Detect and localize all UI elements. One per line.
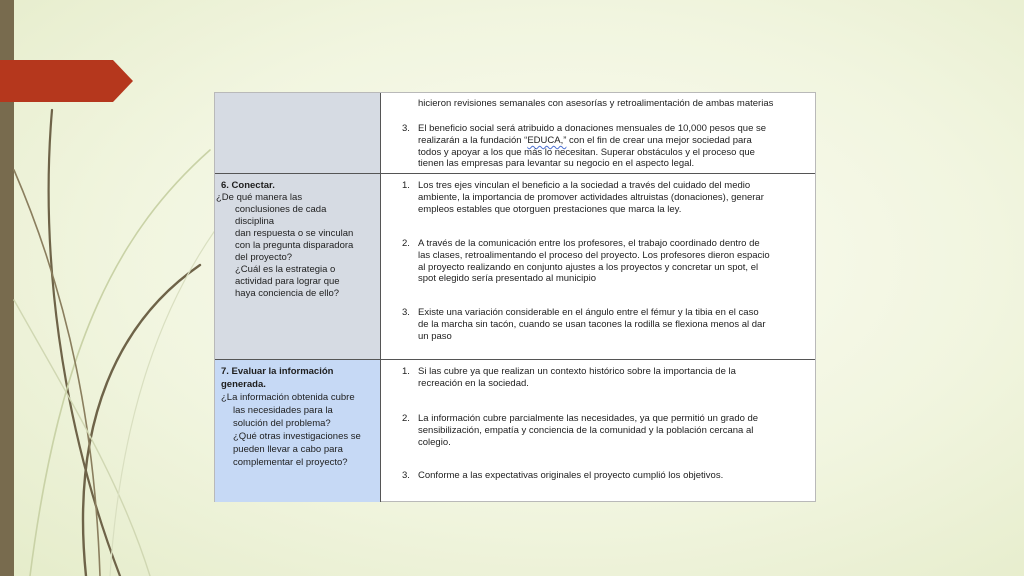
question-text: ¿Qué otras investigaciones se: [233, 431, 361, 442]
question-text: ¿La información obtenida cubre: [221, 392, 355, 403]
list-item-line: El beneficio social será atribuido a donaciones mensuales de 10,000 pesos que se: [418, 123, 767, 134]
list-number: 3.: [402, 307, 410, 318]
list-item-line: A través de la comunicación entre los profesores, el trabajo coordinado dentro de: [418, 238, 760, 249]
table-row: [215, 359, 815, 502]
row-content-cell: [382, 360, 815, 502]
list-item-line: La información cubre parcialmente las necesidades, ya que permitió un grado de: [418, 413, 759, 424]
list-item-line: realizarán a la fundación “EDUCA,” con el fin de crear una mejor sociedad para: [418, 134, 752, 146]
table-row: [215, 173, 815, 360]
question-text: las necesidades para la: [233, 405, 333, 416]
list-item-line: colegio.: [418, 436, 451, 448]
question-text: disciplina: [235, 216, 275, 227]
list-number: 1.: [402, 366, 410, 377]
question-text: del proyecto?: [235, 252, 293, 263]
list-item: [418, 180, 808, 215]
question-text: complementar el proyecto?: [233, 457, 348, 468]
question-text: pueden llevar a cabo para: [233, 444, 343, 455]
question-text: con la pregunta disparadora: [235, 240, 354, 251]
question-text: solución del problema?: [233, 418, 331, 429]
list-item: [418, 470, 808, 482]
question-text: actividad para lograr que: [235, 276, 340, 287]
list-number: 2.: [402, 238, 410, 249]
list-item-line: un paso: [418, 330, 452, 342]
section-title: generada.: [221, 379, 266, 390]
list-item-line: todos y apoyar a los que más lo necesitan. Superar obstáculos y el proceso que: [418, 146, 755, 158]
list-item: [418, 123, 808, 170]
list-item: [418, 413, 808, 448]
list-item-line: recreación en la sociedad.: [418, 377, 529, 389]
spell-flagged-word: EDUCA,”: [527, 134, 567, 146]
list-number: 2.: [402, 413, 410, 424]
list-item-line: Existe una variación considerable en el ángulo entre el fémur y la tibia en el caso: [418, 307, 759, 318]
question-text: conclusiones de cada: [235, 204, 327, 215]
list-item-line: al proyecto realizando en conjunto ajustes a los proyectos y concretar un spot, el: [418, 261, 759, 273]
list-item-line: sensibilización, empatía y conciencia de la comunidad y la población cercana al: [418, 424, 754, 436]
row-label-cell: [215, 360, 381, 502]
section-title: 6. Conectar.: [221, 180, 275, 191]
list-item-line: Si las cubre ya que realizan un contexto histórico sobre la importancia de la: [418, 366, 736, 377]
list-item: [418, 366, 808, 390]
list-item-line: ambiente, la importancia de promover actividades altruistas (donaciones), generar: [418, 191, 764, 203]
list-item: [418, 238, 808, 285]
list-item-line: las clases, retroalimentando el proceso del proyecto. Los profesores dieron espacio: [418, 249, 770, 261]
list-item-line: empleos estables que otorguen prestaciones que marca la ley.: [418, 203, 682, 215]
list-item-line: de la marcha sin tacón, cuando se usan tacones la rodilla se flexiona menos al dar: [418, 318, 766, 330]
row-content-cell: [382, 174, 815, 360]
question-text: ¿Cuál es la estrategia o: [235, 264, 336, 275]
list-number: 1.: [402, 180, 410, 191]
list-item-line: Conforme a las expectativas originales el proyecto cumplió los objetivos.: [418, 470, 724, 481]
question-text: dan respuesta o se vinculan: [235, 228, 354, 239]
table-row: [215, 93, 815, 173]
row-label-cell: [215, 174, 381, 360]
list-item-line: Los tres ejes vinculan el beneficio a la sociedad a través del cuidado del medio: [418, 180, 751, 191]
content-table: [214, 92, 816, 502]
row-label-cell: [215, 93, 381, 173]
list-item: [418, 307, 808, 342]
list-item-text: hicieron revisiones semanales con asesorías y retroalimentación de ambas materias: [418, 98, 774, 109]
list-item-line: spot elegido sería presentado al municipio: [418, 273, 596, 285]
question-text: ¿De qué manera las: [216, 192, 303, 203]
list-number: 3.: [402, 123, 410, 134]
list-item-line: tienen las empresas para levantar su negocio en el aspecto legal.: [418, 158, 695, 170]
section-title: 7. Evaluar la información: [221, 366, 334, 377]
row-content-cell: [382, 93, 815, 173]
question-text: haya conciencia de ello?: [235, 288, 340, 299]
list-number: 3.: [402, 470, 410, 481]
